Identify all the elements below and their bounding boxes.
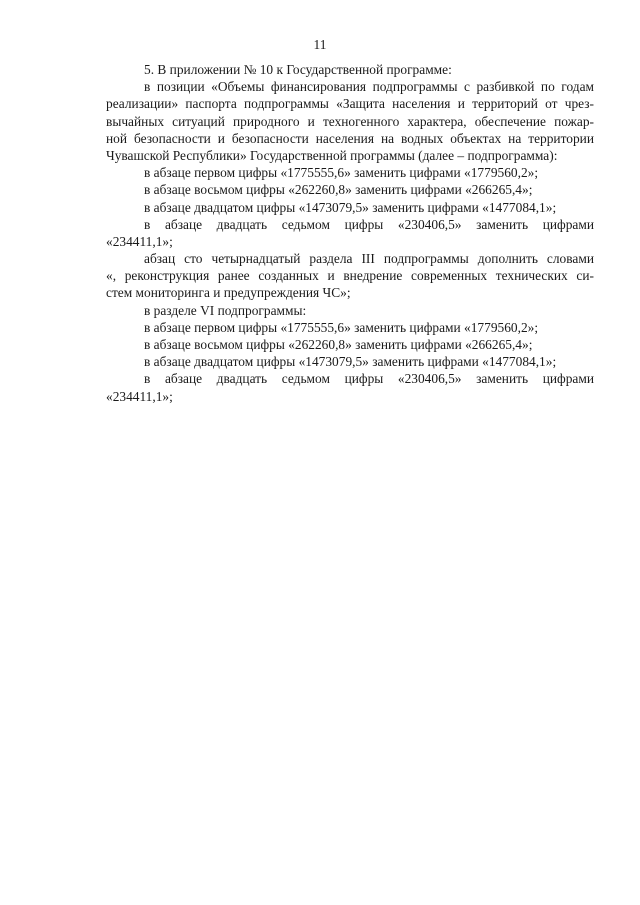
- paragraph-line: абзац сто четырнадцатый раздела III подпрограммы дополнить словами: [144, 251, 594, 267]
- paragraph-line: «234411,1»;: [106, 233, 173, 249]
- paragraph-line: «234411,1»;: [106, 388, 173, 404]
- paragraph-line: вычайных ситуаций природного и техногенного характера, обеспечение пожар-: [106, 113, 594, 129]
- paragraph-line: 5. В приложении № 10 к Государственной программе:: [144, 62, 452, 77]
- page-number: 11: [313, 37, 327, 52]
- paragraph-line: в абзаце восьмом цифры «262260,8» заменить цифрами «266265,4»;: [144, 337, 533, 352]
- paragraph-line: ной безопасности и безопасности населения на водных объектах на территории: [106, 130, 594, 146]
- paragraph-line: стем мониторинга и предупреждения ЧС»;: [106, 285, 351, 301]
- paragraph-line: Чувашской Республики» Государственной программы (далее – подпрограмма):: [106, 147, 558, 163]
- paragraph-line: в абзаце двадцатом цифры «1473079,5» заменить цифрами «1477084,1»;: [144, 354, 557, 370]
- paragraph-line: в абзаце двадцать седьмом цифры «230406,5» заменить цифрами: [144, 371, 594, 387]
- paragraph-line: в позиции «Объемы финансирования подпрограммы с разбивкой по годам: [144, 79, 594, 95]
- paragraph-line: в разделе VI подпрограммы:: [144, 302, 307, 318]
- paragraph-line: в абзаце первом цифры «1775555,6» заменить цифрами «1779560,2»;: [144, 319, 539, 335]
- paragraph-line: реализации» паспорта подпрограммы «Защита населения и территорий от чрез-: [106, 96, 594, 112]
- paragraph-line: в абзаце восьмом цифры «262260,8» заменить цифрами «266265,4»;: [144, 182, 533, 198]
- paragraph-line: в абзаце двадцатом цифры «1473079,5» заменить цифрами «1477084,1»;: [144, 199, 557, 215]
- paragraph-line: в абзаце двадцать седьмом цифры «230406,5» заменить цифрами: [144, 216, 594, 232]
- document-body: [106, 61, 594, 405]
- paragraph-line: в абзаце первом цифры «1775555,6» заменить цифрами «1779560,2»;: [144, 165, 539, 181]
- paragraph-line: «, реконструкция ранее созданных и внедрение современных технических си-: [106, 268, 594, 284]
